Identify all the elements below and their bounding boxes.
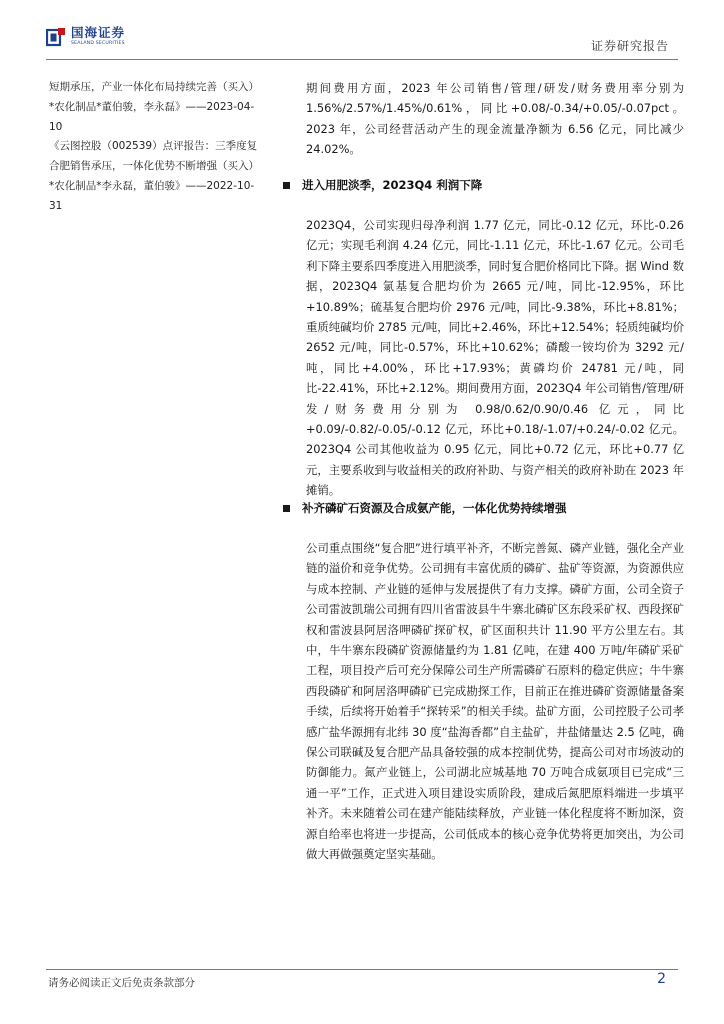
related-reports-sidebar <box>49 78 259 217</box>
brand-logo <box>46 27 125 47</box>
header-divider <box>46 59 678 60</box>
logo-english-name: SEALAND SECURITIES <box>71 40 125 46</box>
section-heading-text: 进入用肥淡季，2023Q4 利润下降 <box>302 178 483 192</box>
section2-body <box>306 538 684 865</box>
section2-paragraph: 公司重点围绕“复合肥”进行填平补齐，不断完善氮、磷产业链，强化全产业链的溢价和竞争优势。公司拥有丰富优质的磷矿、盐矿等资源，为资源供应与成本控制、产业链的延伸与发展提供了有力支撑。磷矿方面，公司全资子公司雷波凯瑞公司拥有四川省雷波县牛牛寨北磷矿区东段采矿权、西段探矿权和雷波县阿居洛呷磷矿探矿权，矿区面积共计 11.90 平方公里左右。其中，牛牛寨东段磷矿资源储量约为 1.81 亿吨，在建 400 万吨/年磷矿采矿工程，项目投产后可充分保障公司生产所需磷矿石原料的稳定供应；牛牛寨西段磷矿和阿居洛呷磷矿已完成勘探工作，目前正在推进磷矿资源储量备案手续，后续将开始着手“探转采”的相关手续。盐矿方面，公司控股子公司孝感广盐华源拥有北纬 30 度“盐海香都”自主盐矿，井盐储量达 2.5 亿吨，确保公司联碱及复合肥产品具备较强的成本控制优势，提高公司对市场波动的防御能力。氮产业链上，公司湖北应城基地 70 万吨合成氨项目已完成“三通一平”工作，正式进入项目建设实质阶段，建成后氮肥原料端进一步填平补齐。未来随着公司在建产能陆续释放，产业链一体化程度将不断加深，资源自给率也将进一步提高，公司低成本的核心竞争优势将更加突出，为公司做大再做强奠定坚实基础。 <box>306 541 684 862</box>
square-bullet-icon <box>283 505 290 512</box>
logo-mark-icon <box>46 27 66 47</box>
related-report-item: 短期承压，产业一体化布局持续完善（买入）*农化制品*董伯骏，李永磊》——2023-04-10 <box>49 81 259 133</box>
page-number: 2 <box>657 971 666 987</box>
square-bullet-icon <box>283 182 290 189</box>
section-heading-text: 补齐磷矿石资源及合成氨产能，一体化优势持续增强 <box>302 501 567 515</box>
document-type: 证券研究报告 <box>590 39 669 53</box>
logo-name: 国海证券 <box>71 25 126 41</box>
related-report-item: 《云图控股（002539）点评报告：三季度复合肥销售承压，一体化优势不断增强（买入）*农化制品*李永磊，董伯骏》——2022-10-31 <box>49 140 259 212</box>
disclaimer-note: 请务必阅读正文后免责条款部分 <box>48 977 195 989</box>
intro-paragraph-block <box>306 78 684 160</box>
intro-paragraph: 期间费用方面，2023 年公司销售/管理/研发/财务费用率分别为 1.56%/2.57%/1.45%/0.61%，同比+0.08/-0.34/+0.05/-0.07pct。2023 年，公司经营活动产生的现金流量净额为 6.56 亿元，同比减少 24.02%。 <box>306 81 684 157</box>
section1-body <box>306 215 684 501</box>
section-heading-1 <box>283 177 482 193</box>
section1-paragraph: 2023Q4，公司实现归母净利润 1.77 亿元，同比-0.12 亿元，环比-0.26 亿元；实现毛利润 4.24 亿元，同比-1.11 亿元，环比-1.67 亿元。公司毛利下降主要系四季度进入用肥淡季，同时复合肥价格同比下降。据 Wind 数据，2023Q4 氯基复合肥均价为 2665 元/吨，同比-12.95%，环比+10.89%；硫基复合肥均价 2976 元/吨，同比-9.38%，环比+8.81%；重质纯碱均价 2785 元/吨，同比+2.46%，环比+12.54%；轻质纯碱均价 2652 元/吨，同比-0.57%，环比+10.62%；磷酸一铵均价为 3292 元/吨，同比+4.00%，环比+17.93%；黄磷均价 24781 元/吨，同比-22.41%，环比+2.12%。期间费用方面，2023Q4 年公司销售/管理/研发/财务费用分别为 0.98/0.62/0.90/0.46 亿元，同比+0.09/-0.82/-0.05/-0.12 亿元，环比+0.18/-1.07/+0.24/-0.02 亿元。2023Q4 公司其他收益为 0.95 亿元，同比+0.72 亿元，环比+0.77 亿元，主要系收到与收益相关的政府补助、与资产相关的政府补助在 2023 年摊销。 <box>306 218 684 498</box>
footer-divider <box>46 969 678 970</box>
section-heading-2 <box>283 500 567 516</box>
